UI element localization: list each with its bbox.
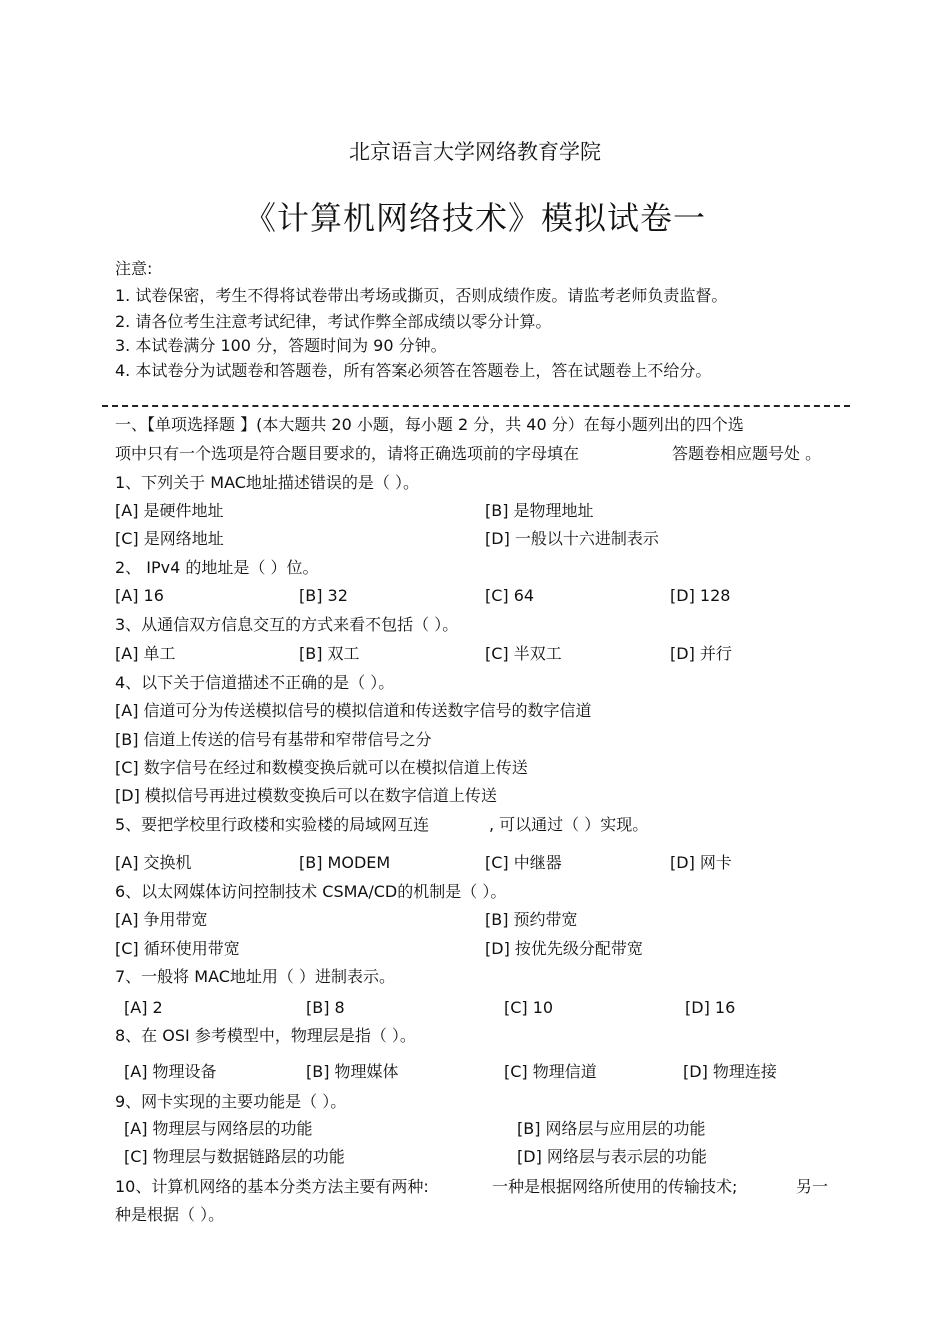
notice-item-2: 2. 请各位考生注意考试纪律，考试作弊全部成绩以零分计算。 bbox=[115, 312, 552, 331]
school-name: 北京语言大学网络教育学院 bbox=[349, 140, 601, 164]
question-3-option-c: [C] 半双工 bbox=[485, 644, 562, 663]
question-10-stem-line2: 种是根据（ ）。 bbox=[115, 1205, 225, 1224]
question-8-option-c: [C] 物理信道 bbox=[504, 1062, 597, 1081]
dashed-divider bbox=[102, 405, 850, 407]
question-7-option-c: [C] 10 bbox=[504, 998, 554, 1017]
question-6-option-b: [B] 预约带宽 bbox=[485, 910, 578, 929]
question-5-stem-b: , 可以通过（ ）实现。 bbox=[489, 815, 649, 834]
question-6-option-c: [C] 循环使用带宽 bbox=[115, 939, 240, 958]
question-1-option-a: [A] 是硬件地址 bbox=[115, 501, 224, 520]
question-5-option-c: [C] 中继器 bbox=[485, 853, 562, 872]
question-7-option-b: [B] 8 bbox=[306, 998, 345, 1017]
question-8-option-d: [D] 物理连接 bbox=[683, 1062, 777, 1081]
question-7-option-d: [D] 16 bbox=[685, 998, 736, 1017]
question-9-option-a: [A] 物理层与网络层的功能 bbox=[124, 1119, 313, 1138]
question-10-stem-a: 10、计算机网络的基本分类方法主要有两种: bbox=[115, 1177, 429, 1196]
question-6-option-a: [A] 争用带宽 bbox=[115, 910, 208, 929]
section-instruction-line2b: 答题卷相应题号处 。 bbox=[672, 444, 822, 463]
question-2-option-c: [C] 64 bbox=[485, 586, 535, 605]
question-3-stem: 3、从通信双方信息交互的方式来看不包括（ ）。 bbox=[115, 615, 459, 634]
notice-item-3: 3. 本试卷满分 100 分，答题时间为 90 分钟。 bbox=[115, 336, 447, 355]
question-8-option-a: [A] 物理设备 bbox=[124, 1062, 217, 1081]
notice-label: 注意: bbox=[115, 259, 153, 278]
question-4-option-d: [D] 模拟信号再进过模数变换后可以在数字信道上传送 bbox=[115, 786, 497, 805]
notice-item-1: 1. 试卷保密，考生不得将试卷带出考场或撕页，否则成绩作废。请监考老师负责监督。 bbox=[115, 286, 728, 305]
question-1-option-c: [C] 是网络地址 bbox=[115, 529, 224, 548]
question-5-option-a: [A] 交换机 bbox=[115, 853, 192, 872]
question-5-option-d: [D] 网卡 bbox=[670, 853, 732, 872]
question-9-stem: 9、网卡实现的主要功能是（ ）。 bbox=[115, 1092, 347, 1111]
question-9-option-d: [D] 网络层与表示层的功能 bbox=[517, 1147, 707, 1166]
question-4-option-c: [C] 数字信号在经过和数模变换后就可以在模拟信道上传送 bbox=[115, 758, 528, 777]
question-4-stem: 4、以下关于信道描述不正确的是（ ）。 bbox=[115, 673, 395, 692]
question-1-option-d: [D] 一般以十六进制表示 bbox=[485, 529, 659, 548]
question-6-stem: 6、以太网媒体访问控制技术 CSMA/CD的机制是（ ）。 bbox=[115, 882, 507, 901]
question-4-option-a: [A] 信道可分为传送模拟信号的模拟信道和传送数字信号的数字信道 bbox=[115, 701, 592, 720]
exam-title: 《计算机网络技术》模拟试卷一 bbox=[243, 199, 706, 237]
question-1-option-b: [B] 是物理地址 bbox=[485, 501, 594, 520]
section-instruction-line2a: 项中只有一个选项是符合题目要求的，请将正确选项前的字母填在 bbox=[115, 444, 580, 463]
question-10-stem-b: 一种是根据网络所使用的传输技术; bbox=[492, 1177, 738, 1196]
question-3-option-d: [D] 并行 bbox=[670, 644, 732, 663]
question-2-option-b: [B] 32 bbox=[299, 586, 348, 605]
question-10-stem-c: 另一 bbox=[796, 1177, 829, 1196]
question-7-option-a: [A] 2 bbox=[124, 998, 163, 1017]
question-9-option-c: [C] 物理层与数据链路层的功能 bbox=[124, 1147, 345, 1166]
question-9-option-b: [B] 网络层与应用层的功能 bbox=[517, 1119, 706, 1138]
section-instruction-line1: 一、【单项选择题 】(本大题共 20 小题，每小题 2 分，共 40 分）在每小题列出的四个选 bbox=[115, 415, 744, 434]
question-1-stem: 1、下列关于 MAC地址描述错误的是（ ）。 bbox=[115, 473, 419, 492]
question-8-option-b: [B] 物理媒体 bbox=[306, 1062, 399, 1081]
question-7-stem: 7、一般将 MAC地址用（ ）进制表示。 bbox=[115, 967, 395, 986]
question-3-option-a: [A] 单工 bbox=[115, 644, 176, 663]
question-8-stem: 8、在 OSI 参考模型中，物理层是指（ ）。 bbox=[115, 1026, 416, 1045]
notice-item-4: 4. 本试卷分为试题卷和答题卷，所有答案必须答在答题卷上，答在试题卷上不给分。 bbox=[115, 361, 712, 380]
question-4-option-b: [B] 信道上传送的信号有基带和窄带信号之分 bbox=[115, 730, 432, 749]
question-2-stem: 2、 IPv4 的地址是（ ）位。 bbox=[115, 558, 319, 577]
question-2-option-d: [D] 128 bbox=[670, 586, 731, 605]
question-5-stem-a: 5、要把学校里行政楼和实验楼的局域网互连 bbox=[115, 815, 430, 834]
question-6-option-d: [D] 按优先级分配带宽 bbox=[485, 939, 643, 958]
question-5-option-b: [B] MODEM bbox=[299, 853, 391, 872]
question-3-option-b: [B] 双工 bbox=[299, 644, 360, 663]
question-2-option-a: [A] 16 bbox=[115, 586, 164, 605]
